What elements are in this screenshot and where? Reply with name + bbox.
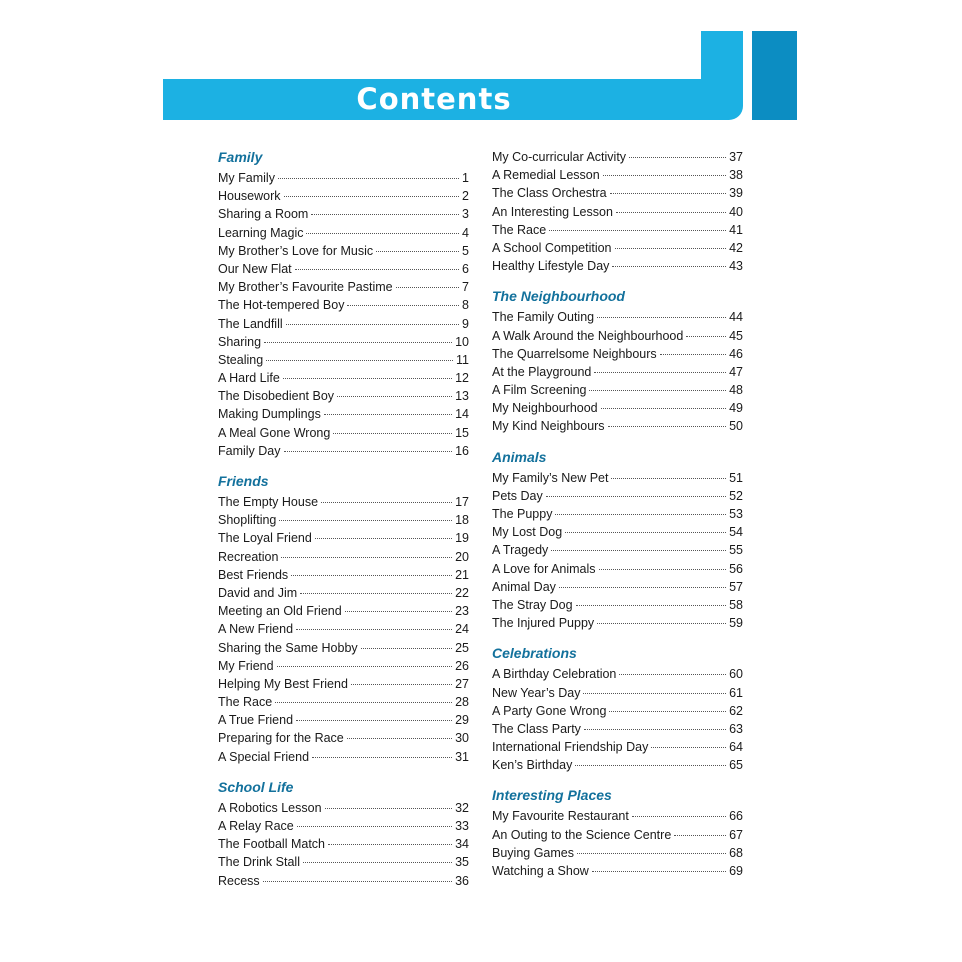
toc-entry[interactable] [492,720,743,738]
entry-title: Housework [218,189,281,204]
toc-entry[interactable] [492,469,743,487]
entry-page-number: 58 [729,597,743,612]
entry-title: Shoplifting [218,513,277,528]
entry-title: The Race [218,695,273,710]
entry-title: A Walk Around the Neighbourhood [492,328,684,343]
entry-title: The Hot-tempered Boy [218,298,345,313]
entry-page-number: 18 [455,513,469,528]
entry-title: A Birthday Celebration [492,667,617,682]
toc-entry[interactable] [218,693,469,711]
dot-leader [295,269,459,270]
entry-page-number: 43 [729,259,743,274]
dot-leader [632,816,726,817]
dot-leader [610,193,726,194]
toc-entry[interactable] [218,333,469,351]
entry-title: Preparing for the Race [218,731,344,746]
entry-page-number: 4 [462,225,469,240]
toc-entry[interactable] [218,729,469,747]
toc-entry[interactable] [218,405,469,423]
entry-page-number: 31 [455,749,469,764]
dot-leader [615,248,727,249]
dot-leader [599,569,727,570]
toc-entry[interactable] [218,584,469,602]
entry-page-number: 55 [729,543,743,558]
entry-title: An Interesting Lesson [492,204,613,219]
entry-page-number: 36 [455,873,469,888]
dot-leader [361,648,452,649]
section-interesting-places [492,786,743,880]
entry-page-number: 41 [729,222,743,237]
dot-leader [565,532,726,533]
entry-page-number: 11 [456,352,469,367]
dot-leader [345,611,452,612]
dot-leader [263,881,452,882]
dot-leader [629,157,726,158]
toc-entry[interactable] [492,221,743,239]
dot-leader [306,233,459,234]
toc-entry[interactable] [218,511,469,529]
dot-leader [315,538,452,539]
toc-entry[interactable] [218,602,469,620]
dot-leader [296,720,452,721]
entry-title: My Brother’s Favourite Pastime [218,280,393,295]
toc-entry[interactable] [218,493,469,511]
dot-leader [576,605,727,606]
entry-page-number: 2 [462,189,469,204]
dot-leader [608,426,727,427]
entry-page-number: 52 [729,488,743,503]
toc-entry[interactable] [492,738,743,756]
entry-page-number: 33 [455,819,469,833]
dot-leader [312,757,452,758]
entry-title: New Year’s Day [492,685,581,700]
dot-leader [347,305,459,306]
entry-title: My Friend [218,658,274,673]
toc-entry[interactable] [218,872,469,890]
entry-page-number: 26 [455,658,469,673]
toc-entry[interactable] [492,166,743,184]
toc-entry[interactable] [218,817,469,835]
entry-title: Meeting an Old Friend [218,604,342,619]
entry-page-number: 46 [729,346,743,361]
entry-title: The Quarrelsome Neighbours [492,346,657,361]
entry-page-number: 20 [455,549,469,564]
section-title: Friends [218,473,269,489]
dot-leader [321,502,452,503]
toc-entry[interactable] [492,523,743,541]
page-title: Contents [356,82,512,116]
entry-page-number: 8 [462,298,469,313]
entry-page-number: 49 [729,401,743,416]
dot-leader [300,593,452,594]
dot-leader [584,729,726,730]
entry-title: Our New Flat [218,261,292,276]
entry-page-number: 15 [455,425,469,440]
toc-entry[interactable] [218,529,469,547]
entry-page-number: 65 [729,758,743,773]
entry-title: My Brother’s Love for Music [218,243,374,258]
entry-title: Making Dumplings [218,407,321,422]
toc-entry[interactable] [492,203,743,221]
dot-leader [396,287,459,288]
toc-entry[interactable] [492,327,743,345]
dot-leader [546,496,726,497]
section-title: Celebrations [492,645,577,662]
toc-entry[interactable] [492,826,743,844]
entry-page-number: 69 [729,864,743,878]
dot-leader [333,433,452,434]
toc-entry[interactable] [218,260,469,278]
entry-title: My Favourite Restaurant [492,809,629,824]
toc-entry[interactable] [218,675,469,693]
decorative-tab-dark [752,31,797,120]
entry-title: International Friendship Day [492,740,649,755]
dot-leader [555,514,726,515]
toc-entry[interactable] [218,205,469,223]
toc-entry[interactable] [492,578,743,596]
entry-page-number: 16 [455,443,469,458]
toc-entry[interactable] [218,566,469,584]
toc-entry[interactable] [218,224,469,242]
entry-page-number: 14 [455,407,469,422]
entry-title: My Family [218,171,275,185]
entry-title: The Drink Stall [218,855,300,870]
section-family [218,148,469,460]
entry-title: A School Competition [492,240,612,255]
toc-entry[interactable] [218,387,469,405]
dot-leader [325,808,453,809]
entry-title: The Stray Dog [492,597,573,612]
entry-page-number: 64 [729,740,743,755]
section-title: Interesting Places [492,787,612,804]
dot-leader [266,360,453,361]
toc-entry[interactable] [492,560,743,578]
entry-page-number: 63 [729,721,743,736]
entry-title: My Neighbourhood [492,401,598,416]
entry-title: The Puppy [492,507,553,521]
dot-leader [619,674,726,675]
entry-title: My Family’s New Pet [492,470,609,485]
toc-entry[interactable] [492,363,743,381]
entry-title: A True Friend [218,713,294,728]
entry-title: David and Jim [218,585,298,600]
entry-page-number: 48 [729,383,743,398]
entry-page-number: 23 [455,604,469,619]
entry-page-number: 30 [455,731,469,746]
entry-title: A Special Friend [218,749,310,764]
dot-leader [311,214,459,215]
entry-page-number: 50 [729,419,743,434]
entry-page-number: 25 [455,640,469,655]
dot-leader [281,557,452,558]
entry-title: An Outing to the Science Centre [492,827,672,842]
dot-leader [279,520,452,521]
entry-title: The Family Outing [492,310,595,325]
dot-leader [278,178,459,179]
toc-entry[interactable] [492,862,743,880]
dot-leader [351,684,452,685]
toc-entry[interactable] [492,844,743,862]
entry-page-number: 12 [455,371,469,386]
entry-title: At the Playground [492,364,592,379]
toc-entry[interactable] [492,505,743,523]
entry-page-number: 28 [455,695,469,710]
entry-title: A Tragedy [492,543,549,558]
entry-page-number: 32 [455,800,469,815]
entry-page-number: 45 [729,328,743,343]
toc-entry[interactable] [218,315,469,333]
entry-title: The Class Orchestra [492,186,607,201]
entry-page-number: 67 [729,827,743,842]
entry-title: Healthy Lifestyle Day [492,259,610,274]
entry-title: My Kind Neighbours [492,419,605,434]
toc-entry[interactable] [218,369,469,387]
entry-title: A Relay Race [218,819,294,833]
entry-title: Best Friends [218,567,289,582]
entry-title: The Disobedient Boy [218,389,335,404]
entry-title: The Race [492,222,547,237]
toc-entry[interactable] [218,187,469,205]
section-the-neighbourhood [492,287,743,435]
entry-title: Sharing [218,334,262,349]
entry-title: Family Day [218,443,281,458]
entry-page-number: 57 [729,579,743,594]
toc-entry[interactable] [492,541,743,559]
section-title: Family [218,149,263,165]
toc-entry[interactable] [492,148,743,166]
toc-entry[interactable] [492,184,743,202]
toc-entry[interactable] [492,807,743,825]
toc-entry[interactable] [492,399,743,417]
entry-title: A Robotics Lesson [218,800,322,815]
entry-title: A Hard Life [218,371,280,386]
toc-entry[interactable] [218,442,469,460]
toc-entry[interactable] [218,639,469,657]
entry-page-number: 40 [729,204,743,219]
entry-page-number: 66 [729,809,743,824]
entry-title: A Love for Animals [492,561,596,576]
toc-entry[interactable] [218,711,469,729]
contents-column-left [218,148,469,890]
dot-leader [291,575,452,576]
toc-entry[interactable] [492,381,743,399]
entry-title: Helping My Best Friend [218,676,348,691]
dot-leader [376,251,459,252]
entry-page-number: 51 [729,470,743,485]
entry-page-number: 60 [729,667,743,682]
entry-title: A Film Screening [492,383,587,398]
entry-page-number: 35 [455,855,469,870]
entry-title: My Co-curricular Activity [492,150,627,164]
entry-page-number: 5 [462,243,469,258]
entry-page-number: 22 [455,585,469,600]
entry-title: Ken’s Birthday [492,758,573,773]
entry-title: The Class Party [492,721,581,736]
toc-entry[interactable] [492,417,743,435]
dot-leader [601,408,726,409]
entry-page-number: 3 [462,207,469,222]
toc-entry[interactable] [492,756,743,774]
toc-entry[interactable] [492,596,743,614]
entry-page-number: 1 [462,171,469,185]
dot-leader [549,230,726,231]
dot-leader [577,853,726,854]
entry-page-number: 19 [455,531,469,546]
toc-entry[interactable] [218,296,469,314]
entry-title: The Landfill [218,316,283,331]
toc-entry[interactable] [218,548,469,566]
section-title: Animals [492,448,547,465]
entry-title: A Party Gone Wrong [492,703,607,718]
dot-leader [284,196,460,197]
toc-entry[interactable] [218,748,469,766]
entry-page-number: 13 [455,389,469,404]
dot-leader [284,451,453,452]
entry-title: Animal Day [492,579,556,594]
dot-leader [559,587,726,588]
entry-page-number: 47 [729,364,743,379]
toc-entry[interactable] [218,424,469,442]
toc-entry[interactable] [492,702,743,720]
entry-title: Learning Magic [218,225,304,240]
section-continued [492,148,743,275]
entry-page-number: 56 [729,561,743,576]
entry-title: Pets Day [492,488,543,503]
entry-title: Watching a Show [492,864,589,878]
dot-leader [264,342,452,343]
toc-entry[interactable] [218,657,469,675]
entry-page-number: 44 [729,310,743,325]
dot-leader [328,844,452,845]
toc-entry[interactable] [492,614,743,632]
entry-title: The Injured Puppy [492,616,595,631]
dot-leader [594,372,726,373]
entry-page-number: 68 [729,845,743,860]
toc-entry[interactable] [218,242,469,260]
decorative-tab-light [701,31,743,120]
entry-page-number: 7 [462,280,469,295]
dot-leader [286,324,459,325]
entry-page-number: 42 [729,240,743,255]
entry-title: Stealing [218,352,264,367]
entry-page-number: 34 [455,837,469,852]
entry-page-number: 62 [729,703,743,718]
toc-entry[interactable] [218,620,469,638]
entry-title: The Football Match [218,837,325,852]
dot-leader [660,354,726,355]
toc-entry[interactable] [218,835,469,853]
contents-column-right [492,148,743,880]
dot-leader [589,390,726,391]
entry-page-number: 10 [455,334,469,349]
dot-leader [592,871,726,872]
toc-entry[interactable] [218,169,469,187]
toc-entry[interactable] [218,351,469,369]
dot-leader [296,629,452,630]
dot-leader [297,826,452,827]
dot-leader [686,336,726,337]
toc-entry[interactable] [492,487,743,505]
dot-leader [651,747,726,748]
entry-page-number: 61 [729,685,743,700]
toc-entry[interactable] [218,853,469,871]
section-friends [218,472,469,766]
dot-leader [611,478,726,479]
entry-title: Recess [218,873,260,888]
dot-leader [337,396,452,397]
entry-title: A Remedial Lesson [492,168,600,183]
dot-leader [583,693,726,694]
entry-page-number: 54 [729,525,743,540]
dot-leader [277,666,453,667]
entry-title: My Lost Dog [492,525,563,540]
dot-leader [603,175,726,176]
section-title: School Life [218,778,294,795]
toc-entry[interactable] [492,665,743,683]
dot-leader [674,835,726,836]
entry-page-number: 39 [729,186,743,201]
entry-title: Recreation [218,549,279,564]
entry-title: The Loyal Friend [218,531,312,546]
toc-entry[interactable] [492,345,743,363]
entry-page-number: 53 [729,507,743,521]
dot-leader [612,266,726,267]
dot-leader [575,765,726,766]
section-animals [492,448,743,633]
entry-page-number: 37 [729,150,743,164]
entry-title: The Empty House [218,495,319,509]
dot-leader [283,378,452,379]
entry-title: Sharing the Same Hobby [218,640,358,655]
section-celebrations [492,644,743,774]
entry-page-number: 38 [729,168,743,183]
entry-title: A Meal Gone Wrong [218,425,331,440]
toc-entry[interactable] [492,257,743,275]
dot-leader [303,862,452,863]
toc-entry[interactable] [492,308,743,326]
entry-title: Buying Games [492,845,574,860]
toc-entry[interactable] [492,239,743,257]
section-school-life [218,778,469,890]
toc-entry[interactable] [218,799,469,817]
dot-leader [597,317,726,318]
section-title: The Neighbourhood [492,288,625,305]
entry-page-number: 6 [462,261,469,276]
dot-leader [324,414,452,415]
entry-page-number: 29 [455,713,469,728]
entry-page-number: 24 [455,622,469,637]
entry-title: A New Friend [218,622,294,637]
entry-page-number: 21 [455,567,469,582]
entry-page-number: 9 [462,316,469,331]
dot-leader [609,711,726,712]
entry-title: Sharing a Room [218,207,309,222]
dot-leader [551,550,726,551]
dot-leader [616,212,726,213]
toc-entry[interactable] [492,684,743,702]
dot-leader [347,738,452,739]
entry-page-number: 27 [455,676,469,691]
dot-leader [275,702,452,703]
toc-entry[interactable] [218,278,469,296]
entry-page-number: 59 [729,616,743,631]
entry-page-number: 17 [455,495,469,509]
dot-leader [597,623,726,624]
